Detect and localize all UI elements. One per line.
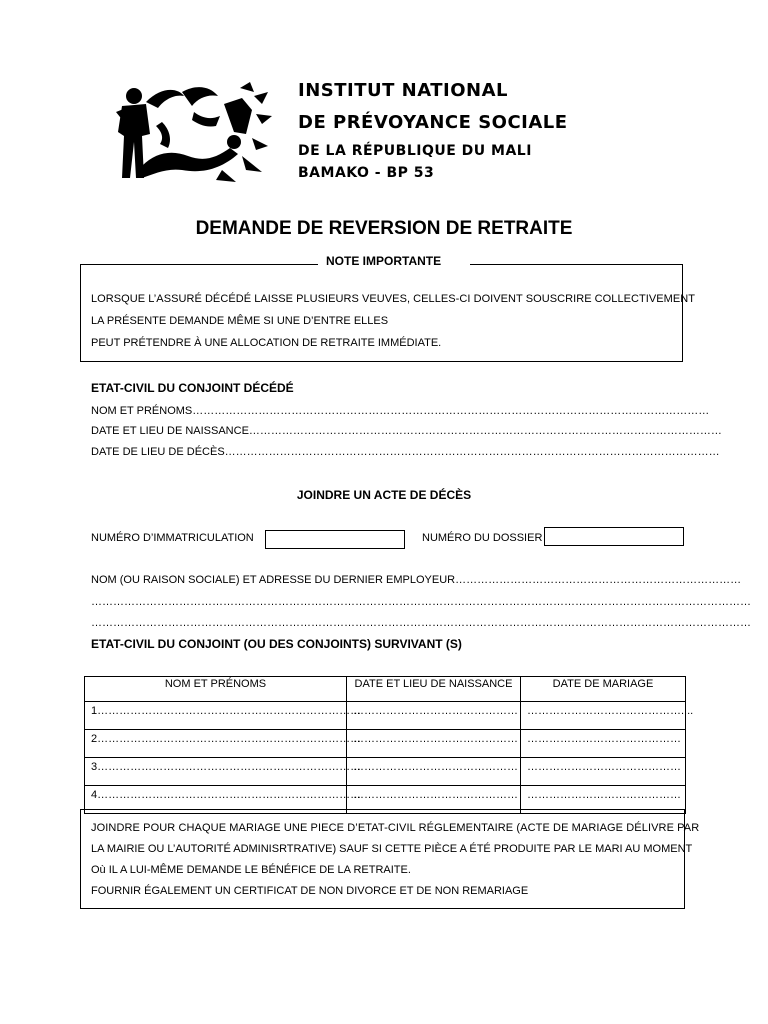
employer-field-line1[interactable]: NOM (OU RAISON SOCIALE) ET ADRESSE DU DERNIER EMPLOYEUR…………………………………………………………………… [91, 574, 742, 586]
instructions-line-4: FOURNIR ÉGALEMENT UN CERTIFICAT DE NON DIVORCE ET DE NON REMARIAGE [91, 885, 529, 897]
note-line-2: LA PRÉSENTE DEMANDE MÊME SI UNE D’ENTRE ELLES [91, 315, 389, 327]
deceased-birth-field[interactable]: DATE ET LIEU DE NAISSANCE………………………………………………………………………………………………………………… [91, 425, 722, 437]
table-cell-marriage-date[interactable]: …………………………………… [521, 758, 686, 786]
inps-emblem-logo-icon [112, 82, 272, 184]
table-cell-birth[interactable]: ……………………………………… [347, 730, 521, 758]
institute-name-line1: INSTITUT NATIONAL [298, 80, 508, 101]
column-header-marriage-date: DATE DE MARIAGE [521, 677, 686, 702]
table-row [85, 702, 686, 730]
immatriculation-label: NUMÉRO D’IMMATRICULATION [91, 532, 254, 544]
employer-field-line3[interactable]: ……………………………………………………………………………………………………………………………………………………………… [91, 617, 751, 629]
column-header-name: NOM ET PRÉNOMS [85, 677, 347, 702]
table-row [85, 758, 686, 786]
dossier-label: NUMÉRO DU DOSSIER [422, 532, 543, 544]
table-cell-marriage-date[interactable]: …………………………………… [521, 786, 686, 814]
table-header-row [85, 677, 686, 702]
instructions-line-1: JOINDRE POUR CHAQUE MARIAGE UNE PIECE D’ETAT-CIVIL RÉGLEMENTAIRE (ACTE DE MARIAGE DÉLIVRE PAR [91, 822, 700, 834]
column-header-birth: DATE ET LIEU DE NAISSANCE [347, 677, 521, 702]
table-cell-birth[interactable]: ……………………………………… [347, 786, 521, 814]
employer-field-line2[interactable]: ……………………………………………………………………………………………………………………………………………………………… [91, 596, 751, 608]
instructions-line-2: LA MAIRIE OU L’AUTORITÉ ADMINISRTRATIVE) SAUF SI CETTE PIÈCE A ÉTÉ PRODUITE PAR LE MARI AU MOMENT [91, 843, 693, 855]
note-title: NOTE IMPORTANTE [318, 254, 449, 268]
survivors-section-heading: ETAT-CIVIL DU CONJOINT (OU DES CONJOINTS) SURVIVANT (S) [91, 637, 462, 651]
page-title: DEMANDE DE REVERSION DE RETRAITE [195, 218, 573, 239]
immatriculation-input[interactable] [265, 530, 405, 549]
table-cell-birth[interactable]: ……………………………………… [347, 702, 521, 730]
institute-country: DE LA RÉPUBLIQUE DU MALI [298, 143, 532, 159]
dossier-input[interactable] [544, 527, 684, 546]
attach-death-certificate-note: JOINDRE UN ACTE DE DÉCÈS [296, 488, 472, 502]
deceased-section-heading: ETAT-CIVIL DU CONJOINT DÉCÉDÉ [91, 381, 294, 395]
institute-name-line2: DE PRÉVOYANCE SOCIALE [298, 112, 568, 133]
table-cell-marriage-date[interactable]: …………………………………….... [521, 702, 686, 730]
table-cell-birth[interactable]: ……………………………………… [347, 758, 521, 786]
table-cell-marriage-date[interactable]: …………………………………… [521, 730, 686, 758]
institute-address: BAMAKO - BP 53 [298, 165, 435, 181]
survivors-table [84, 676, 694, 814]
deceased-death-field[interactable]: DATE DE LIEU DE DÉCÈS……………………………………………………………………………………………………………………… [91, 446, 720, 458]
note-line-3: PEUT PRÉTENDRE À UNE ALLOCATION DE RETRAITE IMMÉDIATE. [91, 337, 442, 349]
table-cell-name[interactable]: 2……………………………………………………………… [85, 730, 347, 758]
table-cell-name[interactable]: 1……………………………………………………………… [85, 702, 347, 730]
table-cell-name[interactable]: 3……………………………………………………………… [85, 758, 347, 786]
note-line-1: LORSQUE L’ASSURÉ DÉCÉDÉ LAISSE PLUSIEURS VEUVES, CELLES-CI DOIVENT SOUSCRIRE COLLECTIVEMENT [91, 293, 696, 305]
instructions-line-3: Où IL A LUI-MÊME DEMANDE LE BÉNÉFICE DE LA RETRAITE. [91, 864, 411, 876]
table-row [85, 730, 686, 758]
deceased-name-field[interactable]: NOM ET PRÉNOMS…………………………………………………………………………………………………………………………… [91, 405, 710, 417]
table-cell-name[interactable]: 4……………………………………………………………… [85, 786, 347, 814]
